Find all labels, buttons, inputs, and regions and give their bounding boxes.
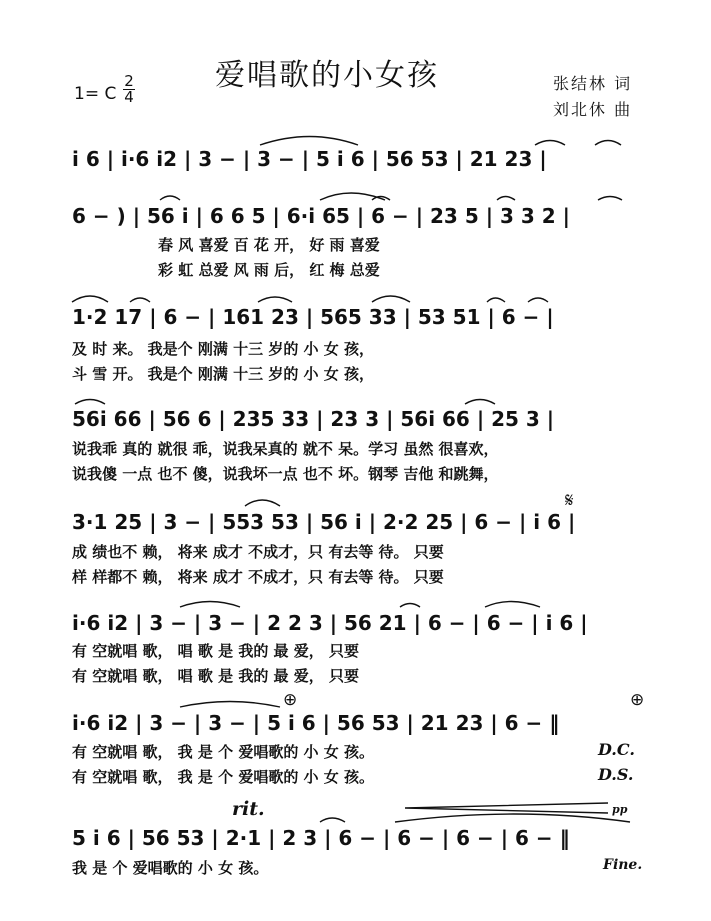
lyric-row-5-verse-2: 样 样都不 赖， 将来 成才 不成才，只 有去等 待。 只要 — [72, 568, 444, 586]
notation-row-6: i·6 i2 | 3 − | 3 − | 2 2 3 | 56 21 | 6 − | 6 − | i 6 | — [72, 611, 588, 635]
lyric-row-4-verse-1: 说我乖 真的 就很 乖，说我呆真的 就不 呆。学习 虽然 很喜欢， — [72, 440, 499, 458]
dc-marking: D.C. — [598, 740, 635, 759]
notation-row-3: 1·2 17 | 6 − | 161 23 | 565 33 | 53 51 | 6 − | — [72, 305, 554, 329]
lyric-row-8-verse-1: 我 是 个 爱唱歌的 小 女 孩。 — [72, 859, 269, 877]
slur-arc — [400, 604, 420, 608]
slur-arc — [497, 197, 515, 201]
tie-arc — [260, 137, 358, 146]
rit-marking: rit. — [232, 798, 265, 820]
slur-arc — [160, 196, 180, 200]
slur-arc — [245, 500, 280, 506]
slur-arc — [528, 298, 548, 302]
notation-row-1: i 6 | i·6 i2 | 3 − | 3 − | 5 i 6 | 56 53 | 21 23 | — [72, 147, 547, 171]
slur-arc — [487, 298, 505, 302]
lyric-row-6-verse-1: 有 空就唱 歌， 唱 歌 是 我的 最 爱， 只要 — [72, 642, 360, 660]
slur-arc — [258, 297, 292, 302]
notation-row-8: 5 i 6 | 56 53 | 2·1 | 2 3 | 6 − | 6 − | 6 − | 6 − ‖ — [72, 826, 570, 850]
slur-arc — [372, 197, 390, 201]
tie-arc — [485, 602, 540, 608]
coda-sign-left: ⊕ — [283, 690, 298, 710]
composer-credit: 刘北休 曲 — [553, 100, 633, 119]
slur-arc — [130, 298, 150, 302]
lyric-row-7-verse-2: 有 空就唱 歌， 我 是 个 爱唱歌的 小 女 孩。 — [72, 768, 375, 786]
slur-arc — [465, 400, 495, 405]
slur-arc — [535, 141, 565, 146]
pp-marking: pp — [612, 803, 628, 816]
slur-arc — [320, 818, 345, 822]
time-signature-top: 2 — [124, 72, 134, 90]
song-title: 爱唱歌的小女孩 — [215, 58, 439, 93]
segno-sign: 𝄋 — [565, 488, 574, 512]
lyric-row-3-verse-2: 斗 雪 开。 我是个 刚满 十三 岁的 小 女 孩， — [72, 365, 375, 383]
time-signature — [122, 74, 136, 105]
slur-arc — [372, 296, 410, 302]
tie-arc — [395, 814, 630, 822]
lyric-row-7-verse-1: 有 空就唱 歌， 我 是 个 爱唱歌的 小 女 孩。 — [72, 743, 375, 761]
lyric-row-4-verse-2: 说我傻 一点 也不 傻，说我坏一点 也不 坏。钢琴 吉他 和跳舞， — [72, 465, 499, 483]
tie-arc — [180, 602, 240, 608]
lyric-row-2-verse-2: 彩 虹 总爱 风 雨 后， 红 梅 总爱 — [158, 261, 380, 279]
tie-arc — [180, 702, 280, 708]
lyric-row-6-verse-2: 有 空就唱 歌， 唱 歌 是 我的 最 爱， 只要 — [72, 667, 360, 685]
slur-arc — [598, 197, 622, 201]
notation-row-4: 56i 66 | 56 6 | 235 33 | 23 3 | 56i 66 | 25 3 | — [72, 407, 555, 431]
lyric-row-2-verse-1: 春 风 喜爱 百 花 开， 好 雨 喜爱 — [158, 236, 380, 254]
fine-marking: Fine. — [603, 857, 643, 873]
slur-arc — [595, 141, 621, 146]
slur-arc — [75, 400, 105, 405]
notation-row-7: i·6 i2 | 3 − | 3 − | 5 i 6 | 56 53 | 21 23 | 6 − ‖ — [72, 711, 560, 735]
decrescendo-hairpin — [405, 803, 608, 813]
notation-row-5: 3·1 25 | 3 − | 553 53 | 56 i | 2·2 25 | 6 − | i 6 | — [72, 510, 576, 534]
lyric-row-5-verse-1: 成 绩也不 赖， 将来 成才 不成才，只 有去等 待。 只要 — [72, 543, 444, 561]
slur-arc — [320, 193, 385, 200]
slur-arc — [72, 296, 108, 302]
notation-row-2: 6 − ) | 56 i | 6 6 5 | 6·i 65 | 6 − | 23 5 | 3 3 2 | — [72, 204, 570, 228]
ds-marking: D.S. — [598, 765, 634, 784]
time-signature-bottom: 4 — [124, 88, 134, 106]
key-signature: 1= C — [74, 84, 117, 104]
lyricist-credit: 张结林 词 — [553, 74, 633, 93]
coda-sign-right: ⊕ — [630, 690, 645, 710]
lyric-row-3-verse-1: 及 时 来。 我是个 刚满 十三 岁的 小 女 孩， — [72, 340, 375, 358]
